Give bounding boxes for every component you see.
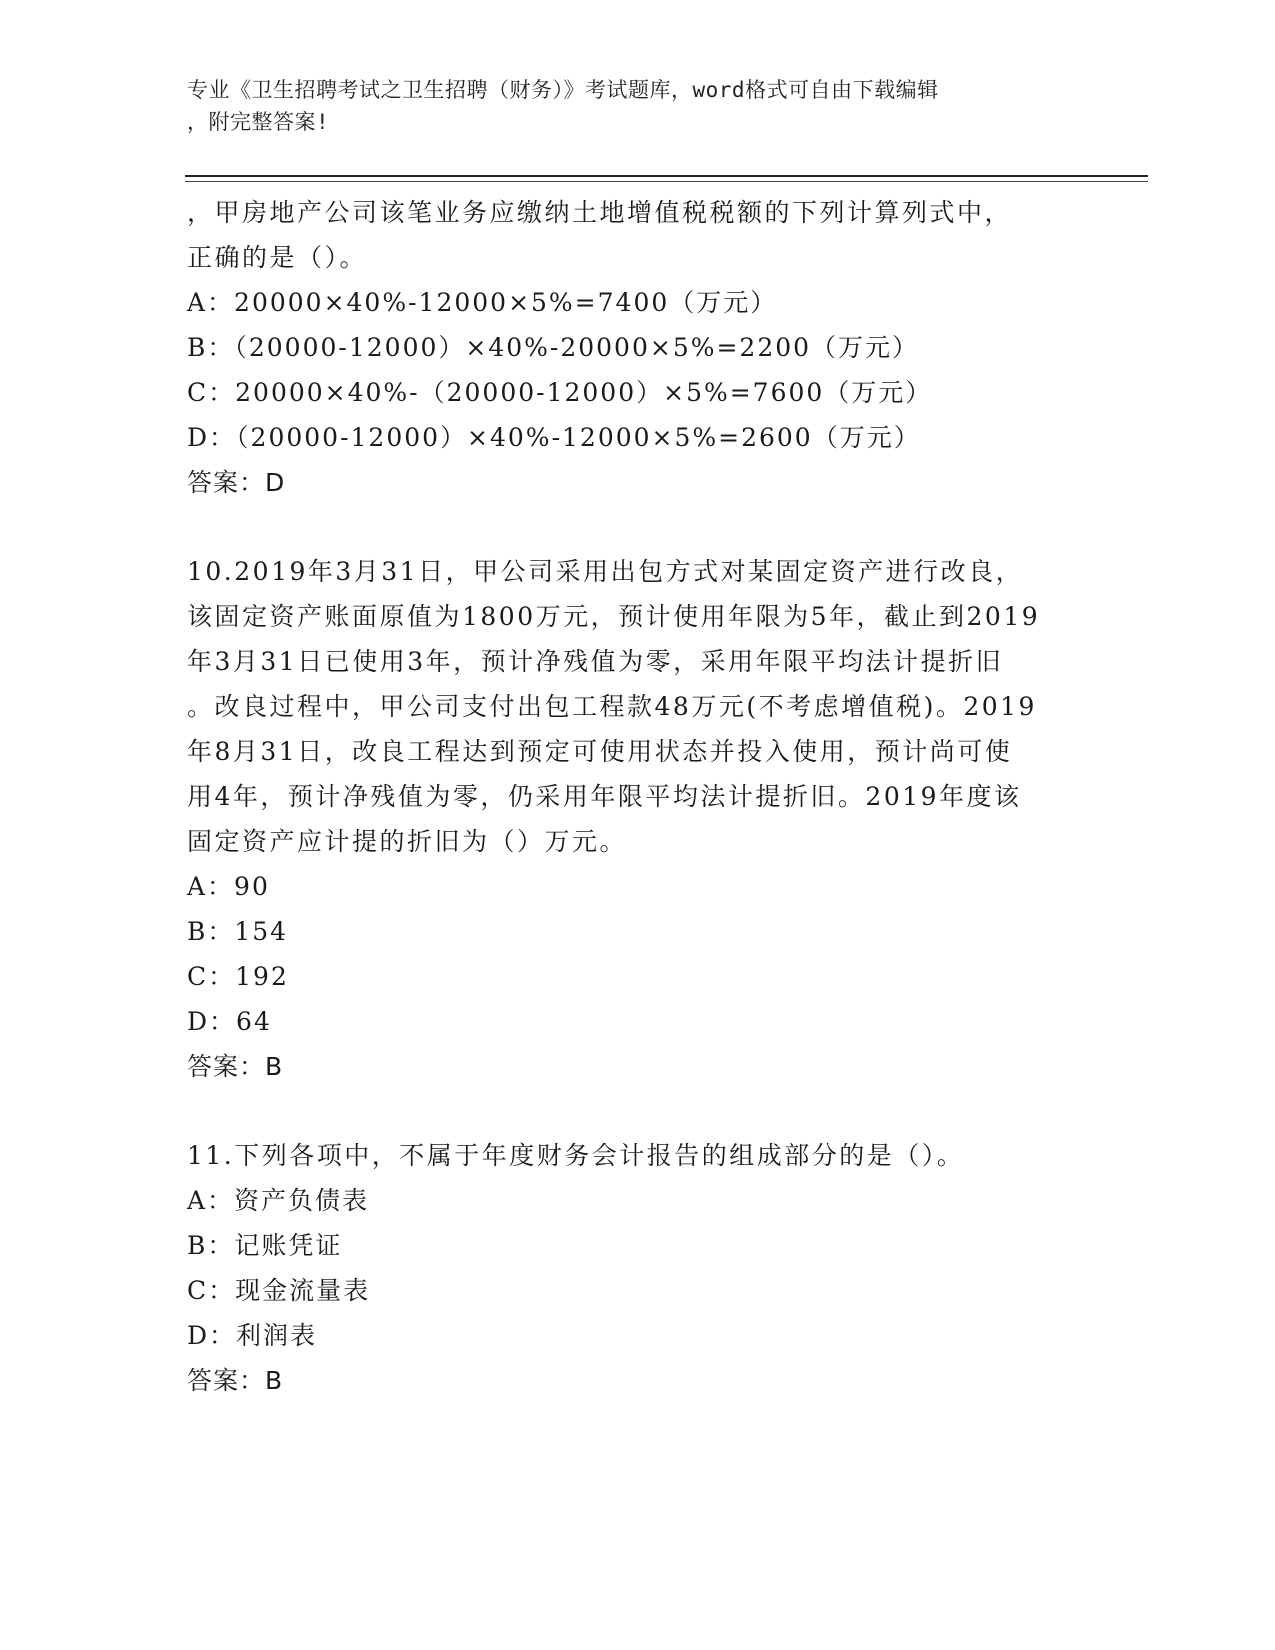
option-b: B：154 (187, 917, 289, 946)
stem-line: ，甲房地产公司该笔业务应缴纳土地增值税税额的下列计算列式中， (187, 198, 1013, 227)
option-c: C：现金流量表 (187, 1276, 371, 1305)
option-d: D：利润表 (187, 1321, 318, 1350)
spacer (187, 1089, 1107, 1133)
answer-line: 答案：B (187, 1052, 284, 1081)
option-a: A：20000×40%-12000×5%=7400（万元） (187, 288, 778, 317)
option-c: C：192 (187, 962, 289, 991)
option-a: A：90 (187, 872, 270, 901)
option-b: B：（20000-12000）×40%-20000×5%=2200（万元） (187, 333, 920, 362)
option-b: B：记账凭证 (187, 1231, 343, 1260)
stem-line: 年3月31日已使用3年，预计净残值为零，采用年限平均法计提折旧 (187, 647, 1004, 676)
spacer (187, 505, 1107, 549)
answer-line: 答案：B (187, 1366, 284, 1395)
header-divider-thin (185, 181, 1148, 182)
question-content (187, 190, 1107, 1403)
answer-line: 答案：D (187, 468, 286, 497)
option-a: A：资产负债表 (187, 1186, 370, 1215)
stem-line: 用4年，预计净残值为零，仍采用年限平均法计提折旧。2019年度该 (187, 782, 1022, 811)
stem-line: 11.下列各项中，不属于年度财务会计报告的组成部分的是（）。 (187, 1141, 965, 1170)
question-10 (187, 549, 1107, 1089)
question-11 (187, 1133, 1107, 1403)
stem-line: 10.2019年3月31日，甲公司采用出包方式对某固定资产进行改良， (187, 557, 1024, 586)
option-d: D：（20000-12000）×40%-12000×5%=2600（万元） (187, 423, 921, 452)
document-header (187, 74, 1087, 138)
question-stem (187, 549, 1107, 864)
stem-line: 年8月31日，改良工程达到预定可使用状态并投入使用，预计尚可使 (187, 737, 1013, 766)
stem-line: 。改良过程中，甲公司支付出包工程款48万元(不考虑增值税)。2019 (187, 692, 1037, 721)
header-divider-thick (185, 175, 1148, 177)
header-title-continuation: ，附完整答案! (187, 110, 330, 134)
stem-line: 该固定资产账面原值为1800万元，预计使用年限为5年，截止到2019 (187, 602, 1041, 631)
option-d: D：64 (187, 1007, 272, 1036)
question-stem (187, 190, 1107, 280)
stem-line: 正确的是（）。 (187, 243, 368, 272)
header-title-line: 专业《卫生招聘考试之卫生招聘（财务）》考试题库，word格式可自由下载编辑 (187, 78, 939, 102)
question-9 (187, 190, 1107, 505)
stem-line: 固定资产应计提的折旧为（）万元。 (187, 827, 628, 856)
option-c: C：20000×40%-（20000-12000）×5%=7600（万元） (187, 378, 933, 407)
question-stem (187, 1133, 1107, 1178)
